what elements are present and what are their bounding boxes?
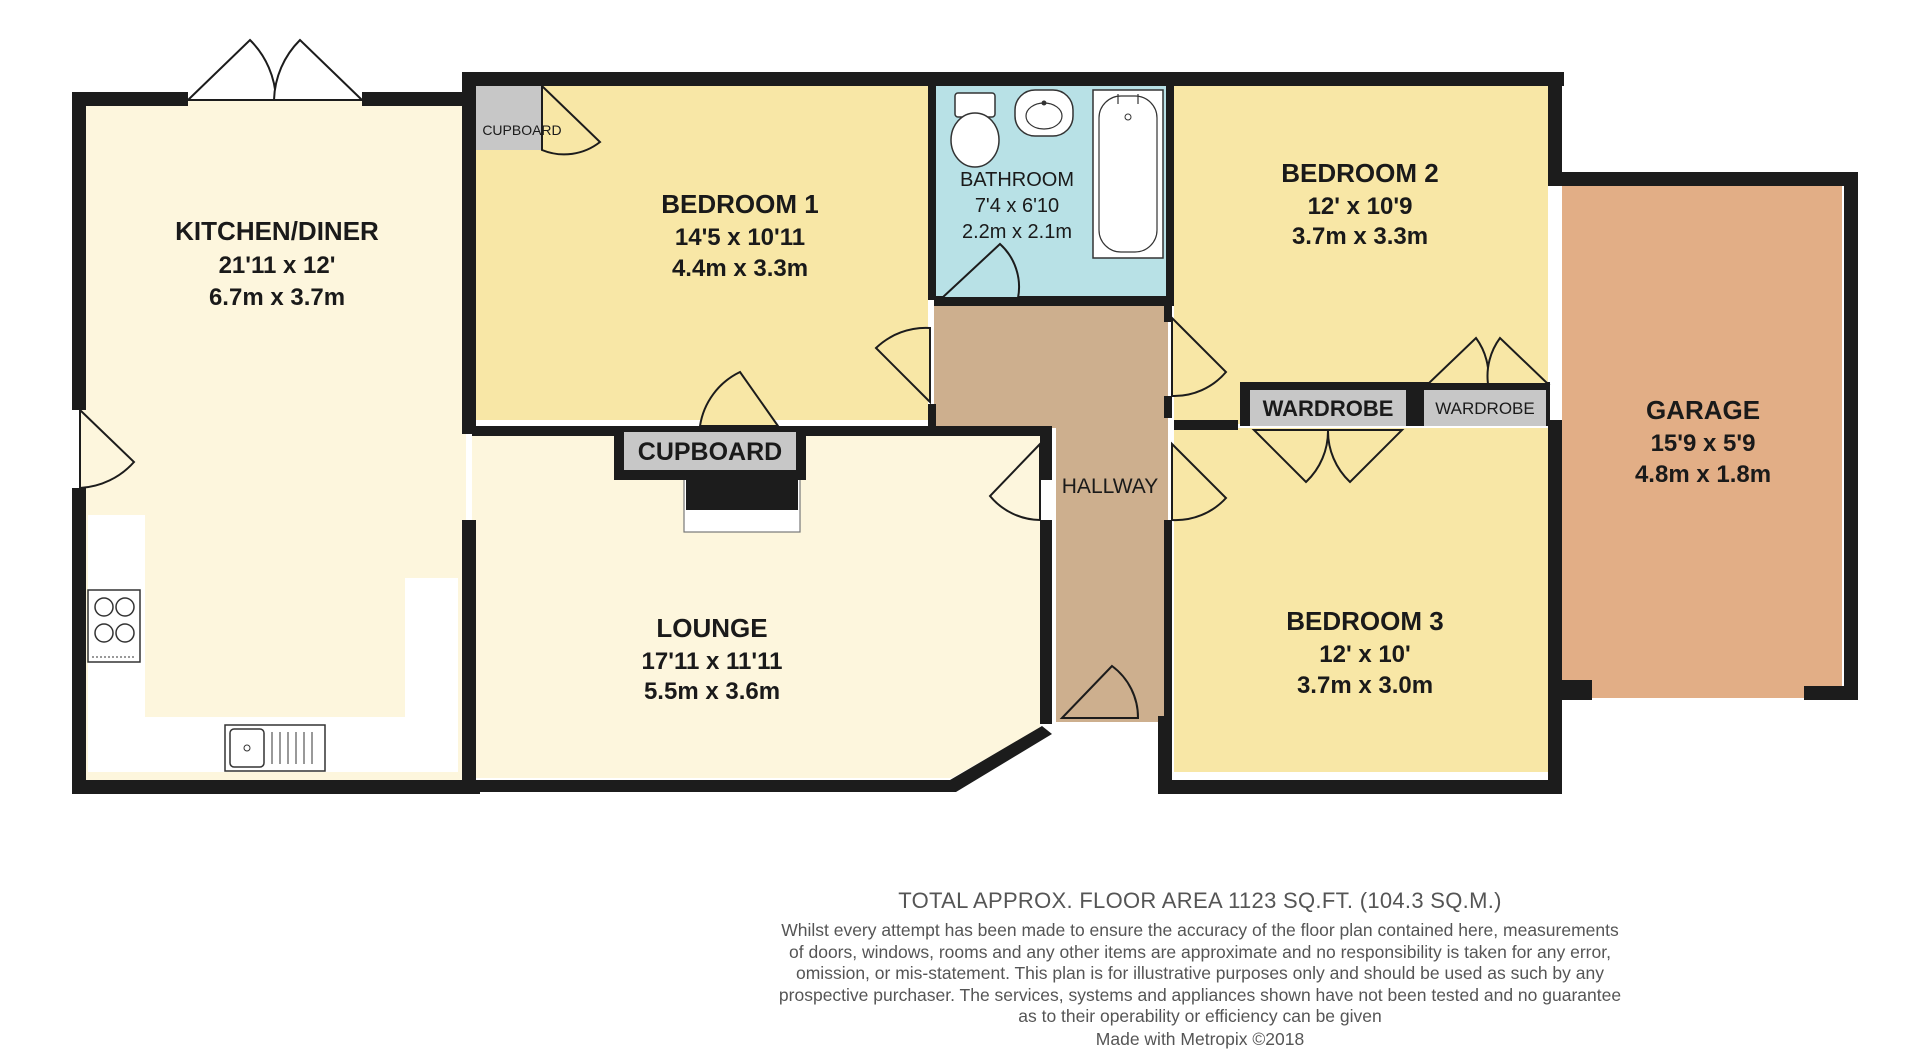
bathroom-name: BATHROOM: [959, 169, 1075, 191]
cupboard-lounge-label: CUPBOARD: [637, 438, 783, 466]
sink-icon: [225, 725, 325, 771]
kitchen-name: KITCHEN/DINER: [175, 216, 379, 246]
garage-imperial: 15'9 x 5'9: [1650, 430, 1756, 457]
wardrobe-bed2-label: WARDROBE: [1435, 399, 1535, 418]
disclaimer-line: omission, or mis-statement. This plan is for illustrative purposes only and should be used as such by any: [796, 963, 1604, 983]
wardrobe-bed3-label: WARDROBE: [1262, 396, 1394, 421]
hob-icon: [88, 590, 140, 662]
garage-name: GARAGE: [1645, 395, 1761, 425]
bedroom-3-floor: [1174, 428, 1548, 772]
lounge-imperial: 17'11 x 11'11: [641, 648, 783, 675]
bedroom-3-name: BEDROOM 3: [1286, 606, 1444, 636]
kitchen-metric: 6.7m x 3.7m: [208, 284, 346, 311]
metropix-credit: Made with Metropix ©2018: [1095, 1029, 1305, 1049]
disclaimer-line: of doors, windows, rooms and any other items are approximate and no responsibility is taken for any error,: [789, 941, 1611, 962]
bedroom-2-imperial: 12' x 10'9: [1307, 193, 1413, 220]
bedroom-3-metric: 3.7m x 3.0m: [1296, 672, 1434, 699]
basin-icon: [1015, 90, 1073, 136]
disclaimer-line: as to their operability or efficiency can be given: [1018, 1006, 1382, 1026]
disclaimer-line: prospective purchaser. The services, systems and appliances shown have not been tested and no guarantee: [778, 984, 1622, 1005]
total-floor-area: TOTAL APPROX. FLOOR AREA 1123 SQ.FT. (104.3 SQ.M.): [898, 888, 1502, 913]
lounge-metric: 5.5m x 3.6m: [643, 678, 781, 705]
garage-metric: 4.8m x 1.8m: [1634, 461, 1772, 488]
bedroom-1-metric: 4.4m x 3.3m: [671, 255, 809, 282]
bedroom-1-imperial: 14'5 x 10'11: [674, 224, 806, 251]
bathroom-imperial: 7'4 x 6'10: [974, 195, 1060, 217]
bedroom-2-name: BEDROOM 2: [1281, 158, 1439, 188]
lounge-name: LOUNGE: [656, 613, 768, 643]
cupboard-bed1-label: CUPBOARD: [482, 122, 562, 138]
disclaimer: [700, 920, 1700, 1028]
bedroom-3-imperial: 12' x 10': [1319, 641, 1411, 668]
bedroom-1-name: BEDROOM 1: [661, 189, 819, 219]
kitchen-imperial: 21'11 x 12': [218, 252, 336, 279]
bath-icon: [1093, 90, 1163, 258]
bathroom-metric: 2.2m x 2.1m: [961, 221, 1073, 243]
hallway-name: HALLWAY: [1061, 475, 1159, 498]
cupboard-bed1: [472, 86, 542, 150]
bedroom-2-metric: 3.7m x 3.3m: [1291, 223, 1429, 250]
toilet-icon: [951, 93, 999, 167]
disclaimer-line: Whilst every attempt has been made to ensure the accuracy of the floor plan contained here, measurements: [781, 920, 1619, 940]
